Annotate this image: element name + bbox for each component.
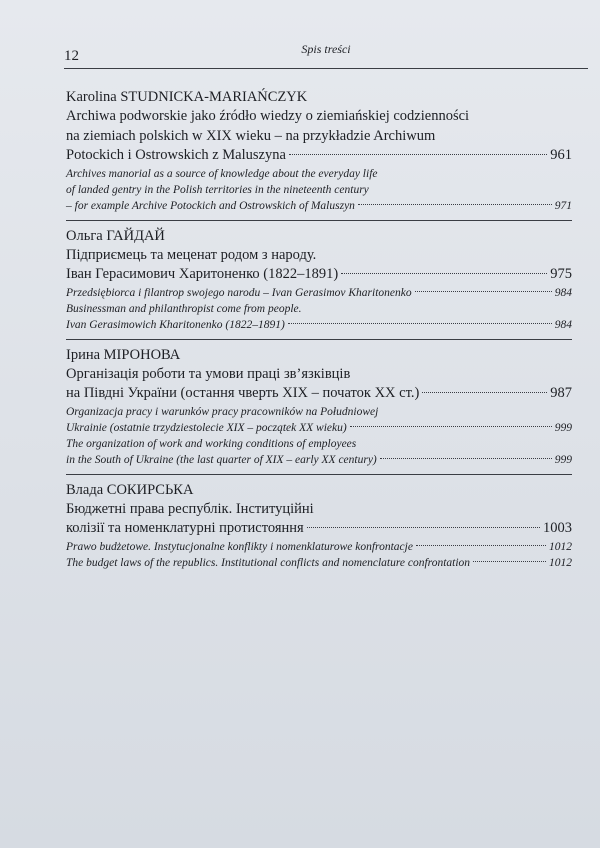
translation-line: Ivan Gerasimowich Kharitonenko (1822–1891) 984 <box>66 318 572 331</box>
entry-title-line: Potockich i Ostrowskich z Maluszyna 961 <box>66 146 572 166</box>
entry-divider <box>66 339 572 340</box>
dot-leader <box>288 323 552 324</box>
entry-divider <box>66 474 572 475</box>
translation-page: 999 <box>554 421 572 434</box>
entry-title-line: na ziemiach polskich w XIX wieku – na przykładzie Archiwum <box>66 127 436 144</box>
entry-title-line: Archiwa podworskie jako źródło wiedzy o ziemiańskiej codzienności <box>66 108 470 124</box>
dot-leader <box>289 154 547 155</box>
translation-line: in the South of Ukraine (the last quarter of XIX – early XX century) 999 <box>66 453 572 466</box>
translation-line: Archives manorial as a source of knowledge about the everyday life <box>66 167 378 180</box>
entry-page: 961 <box>550 147 572 163</box>
toc-entry <box>66 227 572 333</box>
dot-leader <box>473 561 546 562</box>
entry-title-line: колізії та номенклатурні протистояння 1003 <box>66 519 572 539</box>
translation-line: Ukrainie (ostatnie trzydziestolecie XIX – początek XX wieku) 999 <box>66 421 572 434</box>
translation-page: 984 <box>554 318 572 331</box>
page-number: 12 <box>64 48 79 64</box>
translation-line: Przedsiębiorca i filantrop swojego narodu – Ivan Gerasimov Kharitonenko 984 <box>66 286 572 299</box>
translation-line: Businessman and philanthropist come from people. <box>66 302 302 315</box>
translation-page: 1012 <box>549 556 572 569</box>
toc-entry <box>66 481 572 571</box>
translation-page: 1012 <box>549 540 572 553</box>
entry-author: Ірина МІРОНОВА <box>66 346 181 363</box>
page-header <box>64 40 588 69</box>
translation-page: 984 <box>554 286 572 299</box>
entry-author: Karolina STUDNICKA-MARIAŃCZYK <box>66 89 308 105</box>
entry-divider <box>66 220 572 221</box>
toc-entry <box>66 346 572 468</box>
translation-line: Organizacja pracy i warunków pracy pracowników na Południowej <box>66 405 379 418</box>
dot-leader <box>415 291 552 292</box>
dot-leader <box>422 392 547 393</box>
dot-leader <box>350 426 552 427</box>
entry-page: 1003 <box>543 520 572 536</box>
dot-leader <box>416 545 546 546</box>
entry-title-line: Бюджетні права республік. Інституційні <box>66 500 314 517</box>
entry-title-line: Підприємець та меценат родом з народу. <box>66 246 317 263</box>
translation-page: 971 <box>554 199 572 212</box>
dot-leader <box>307 527 540 528</box>
translation-line: Prawo budżetowe. Instytucjonalne konflikty i nomenklaturowe konfrontacje 1012 <box>66 540 572 553</box>
entry-page: 987 <box>550 385 572 401</box>
dot-leader <box>341 273 547 274</box>
dot-leader <box>380 458 552 459</box>
translation-line: The budget laws of the republics. Institutional conflicts and nomenclature confrontation 1012 <box>66 556 572 569</box>
running-title: Spis treści <box>301 42 351 56</box>
dot-leader <box>358 204 552 205</box>
translation-line: of landed gentry in the Polish territories in the nineteenth century <box>66 183 369 196</box>
translation-page: 999 <box>554 453 572 466</box>
toc-entry <box>66 88 572 214</box>
translation-line: – for example Archive Potockich and Ostrowskich of Maluszyn 971 <box>66 199 572 212</box>
table-of-contents <box>66 88 572 577</box>
entry-author: Ольга ГАЙДАЙ <box>66 227 165 244</box>
entry-title-line: на Півдні України (остання чверть XIX – початок XX ст.) 987 <box>66 384 572 404</box>
translation-line: The organization of work and working conditions of employees <box>66 437 357 450</box>
entry-author: Влада СОКИРСЬКА <box>66 481 194 498</box>
entry-title-line: Іван Герасимович Харитоненко (1822–1891) 975 <box>66 265 572 285</box>
entry-title-line: Організація роботи та умови праці зв’язківців <box>66 365 351 382</box>
entry-page: 975 <box>550 266 572 282</box>
